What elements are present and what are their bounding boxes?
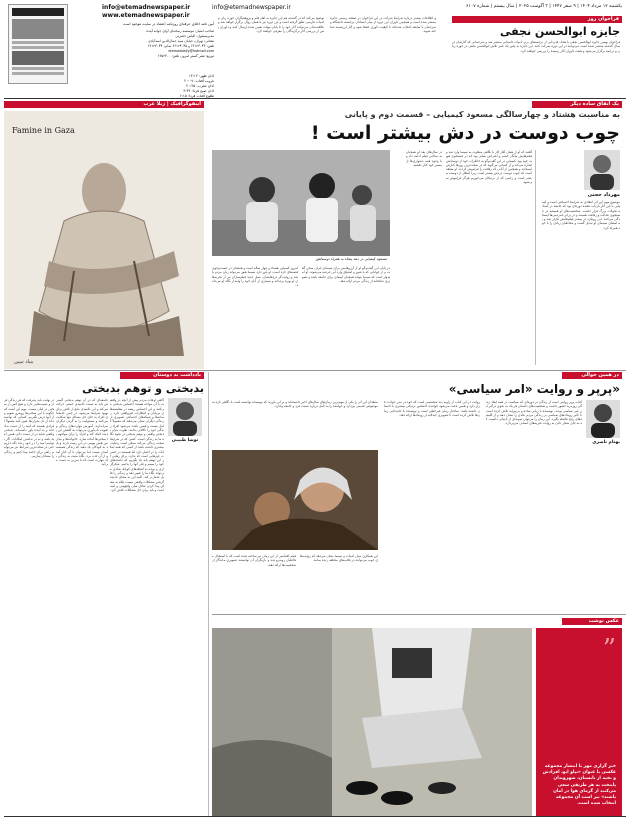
- main-feature-section: یک اتفاق ساده دیگر: [532, 101, 622, 108]
- historic-photo: [212, 150, 390, 262]
- cartoon-title: Famine in Gaza: [12, 126, 75, 135]
- top-story-text: فراخوان نهمین جایزه ابوالحسن نجفی با هدف قدردانی از ترجمه‌های برتر ادبیات داستانی منتشر شد و مترجمانی که آثارشان در سال گذشته منتشر شده است می‌توانند در این دوره شرکت کنند. این جایزه به پاس یک عمر تلاش ابوالحسن نجفی در حوزه زبان و ترجمه برگزار می‌شود و هیئت داوران آثار رسیده را بررسی خواهند کرد.: [452, 40, 620, 53]
- column-left-section: یادداشت بد دوستان: [120, 372, 204, 379]
- masthead-email-1[interactable]: info@etemadnewspaper.ir: [102, 4, 191, 11]
- middle-author-photo: [586, 400, 620, 438]
- main-feature-headline: چوب دوست در دش بیشتر است !: [310, 122, 620, 144]
- main-feature-photo: [212, 150, 390, 262]
- info-lines: [86, 29, 214, 59]
- author-photo: [584, 150, 620, 190]
- middle-feature-text: این همکاری میان ادبیات و سینما نشان می‌دهد که روایت‌های خوب می‌توانند در قالب‌های مختلف زنده بمانند.: [300, 554, 378, 563]
- main-feature-text: در سال‌های بعد او همچنان به ساختن فیلم ادامه داد و با وجود همه دشواری‌ها از مسیر خود کنار نکشید.: [406, 150, 442, 167]
- column-divider: [208, 372, 209, 816]
- section-divider: [212, 614, 626, 615]
- info-line: etemaddaily@hotmail.com: [168, 49, 214, 53]
- cartoon-signature: بنیاد تبیین: [14, 359, 34, 365]
- column-left-headline: بدبختی و توهم بدبختی: [82, 382, 204, 395]
- masthead-column-text: و اطلاعات بیشتر درباره شرایط شرکت در این فراخوان در صفحه رسمی جایزه منتشر شده است و همچنین داوران این دوره از میان استادان برجسته دانشگاه و مترجمان با سابقه انتخاب شده‌اند تا کیفیت داوری حفظ شود و آثار ارزشمند شناخته شوند.: [330, 16, 436, 33]
- prayer-times: [86, 74, 214, 99]
- column-left-text: جامعه‌ای که در آن توهم بدبختی گسترش یابد به سمت ناامیدی جمعی حرکت می‌کند و این ناامیدی مانع از تلاش برای بهبود شرایط می‌شود. در چنین جامعه‌ای افراد به جای حل مسائل تنها شکایت می‌کنند و مسئولیت را به گردن دیگران می‌اندازند. آموزش مهارت‌های زندگی و تقویت تاب‌آوری می‌تواند به کاهش این پدیده کمک کند و افراد را برای مواجهه با سختی‌ها آماده سازد. خانواده‌ها و مدارس نقش مهمی در این زمینه دارند و باید به کودکان یاد دهند که زندگی همیشه آسان نیست اما می‌توان با آن کنار آمد و از آن لذت برد. نگاه مثبت به زندگی یک مهارت است که با تمرین به دست می‌آید.: [56, 398, 108, 467]
- embrace-photo: [212, 450, 378, 550]
- photo-caption: مسعود کیمیایی در دهه پنجاه به همراه دوستانش: [212, 256, 390, 262]
- column-left-text: در نهایت باید پذیرفت که هر زندگی فراز و نشیب‌هایی دارد و هیچ کس از سختی در امان نیست. مهم این است که چگونه با این سختی‌ها روبه‌رو شویم و از آنها درس بگیریم. کسانی که توانسته‌اند از دل بحران‌ها عبور کنند معمولاً افرادی هستند که امید را از دست نداده‌اند و به آینده باور داشته‌اند. بدبختی واقعی شاید در از دست دادن همین امید باشد و نه در نداشتن امکانات. اگر بتوانیم امید را در خود زنده نگه داریم حتی در سخت‌ترین شرایط نیز می‌توانیم راهی برای ادامه پیدا کنیم و زندگی را معنادار سازیم.: [4, 398, 54, 458]
- street-photo: [212, 628, 532, 816]
- publisher-note: آیین نامه اخلاق حرفه‌ای روزنامه اعتماد در سایت موجود است: [123, 22, 214, 26]
- prayer-time: اذان صبح فردا: ۴:۴۹: [183, 89, 214, 93]
- column-left-author: نوشا طبیبی: [171, 438, 199, 443]
- photo-story-caption: خبر گزاری مهر با انتشار مجموعه عکسی با عنوان «تپاو ابو، افرادش و نخبه از تابستان، شهروندان پایتخت به هر طریقی سعی می‌کنند از گرمای هوا در امان باشند» نیز است آن مجموعه انتخاب شده است.: [542, 764, 616, 807]
- info-line: صاحب امتیاز: موسسه رسانه‌ای آوای جوانه آینده: [146, 29, 214, 33]
- quote-icon: ”: [602, 634, 616, 664]
- middle-feature-text: کتاب پرپر روایتی است از زندگی در دوره‌ای که سیاست در همه ابعاد زندگی روزمره حضور داشت و شخصیت‌های داستان هر یک به نحوی درگیر این امر سیاسی بودند. نویسنده با زبانی ساده و بی‌پیرایه تلاش کرده است تا تأثیر رویدادهای سیاسی بر زندگی مردم عادی را نشان دهد و از کلیشه‌های رایج فاصله بگیرد. این رمان را می‌توان نمونه‌ای از ادبیاتی دانست که به جای شعار دادن به روایت تجربه‌های انسانی می‌پردازد.: [486, 400, 582, 426]
- middle-feature-photo: [212, 450, 378, 550]
- info-line: تلفن: ۶۶۱۲۳۰۴۳ و ۶۶۱۲۳۰۴۵ نمابر: ۶۶۱۲۳۰۴۴: [147, 44, 214, 48]
- middle-feature-section: در همین حوالی: [562, 372, 622, 379]
- column-divider: [535, 150, 536, 365]
- middle-feature-text: منتقدان این اثر را یکی از مهم‌ترین رمان‌های سال‌های اخیر دانسته‌اند و بر این باورند که نویسنده توانسته است با نگاهی تازه به موضوعی قدیمی بپردازد و خواننده را به تأمل درباره نسبت فرد و جامعه وادارد.: [212, 400, 378, 409]
- prayer-time: طلوع آفتاب فردا: ۶:۱۵: [179, 94, 214, 98]
- top-story-headline: جایزه ابوالحسن نجفی: [499, 25, 620, 38]
- column-left-text: گاهی اوقات مردم بیش از آنچه در واقعیت با آن مواجه هستند احساس بدبختی می‌کنند و این احساس ریشه در مقایسه‌های بی‌پایان و انتظارات غیرواقعی دارد. رسانه‌ها و شبکه‌های اجتماعی تصویری از زندگی دیگران نشان می‌دهند که معمولاً کامل نیست و همین باعث می‌شود افراد زندگی خود را ناکافی بدانند. تفاوت میان بدبختی واقعی و توهم بدبختی در نحوه نگاه ما به زندگی است. کسی که در شرایط سخت زندگی می‌کند ممکن است رضایت بیشتری داشته باشد از کسی که همه امکانات را در اختیار دارد اما همیشه در حسرت چیزهایی است که ندارد. برای رهایی از این توهم باید یاد بگیریم که داشته‌های خود را ببینیم و قدر آنها را بدانیم. شکرگزاری و توجه به لحظه‌های کوچک شادی می‌تواند نگاه ما را تغییر دهد و زندگی را قابل تحمل‌تر کند. البته این به معنای نادیده گرفتن مشکلات واقعی نیست بلکه به معنای پیدا کردن تعادل میان واقع‌بینی و امید است و باید برای حل مشکلات تلاش کرد.: [110, 398, 164, 493]
- column-left-author-photo: [168, 398, 202, 436]
- top-story-section: فراخوان روز: [452, 16, 622, 23]
- info-line: مدیرمسئول: الیاس حضرتی: [175, 34, 214, 38]
- main-feature-author: مهرداد حجتی: [587, 192, 620, 198]
- prayer-time: اذان مغرب: ۲۰:۲۵: [186, 84, 214, 88]
- cartoon-section-label: اینفوگرافیک | ژیلا غرب: [4, 101, 204, 108]
- bottom-rule: [4, 816, 626, 817]
- middle-feature-headline: «پرپر و روایت «امر سیاسی»: [448, 382, 620, 396]
- section-divider: [4, 370, 626, 371]
- middle-feature-text: روایت در این کتاب از زاویه دید شخصیتی است که خود در متن حوادث قرار دارد و همین باعث می‌شود خواننده احساس نزدیکی بیشتری با داستان داشته باشد. ساختار رمان غیرخطی است و نویسنده با جابه‌جایی زمان‌ها تلاش کرده است تا تصویری چندلایه از رویدادها ارائه دهد.: [384, 400, 480, 417]
- main-feature-text: گفتند که او از همان آغاز کار با نگاهی متفاوت به سینما وارد شد و فیلم‌هایش بیانگر خشم و اعتراض نسلی بود که در جستجوی هویت خود بود. کیمیایی در این گفت‌وگو به خاطرات خود از دوستانش اشاره می‌کند و از کسانی می‌گوید که در سخت‌ترین روزها کنارش ایستادند و همچنین از آنانی که رفاقت را فراموش کردند. او معتقد است که چوب دوست دردش بیشتر است زیرا انتظار از دوست بیشتر است و زخمی که از نزدیکان می‌خوریم هرگز فراموش نمی‌شود.: [446, 150, 532, 185]
- main-feature-text: در پایان این گفت‌وگو او از آرزوهایش برای سینمای ایران سخن گفت و از جوانانی که با شور و اشتیاق وارد این عرصه می‌شوند. او امیدوار است که سینما بتواند همچنان آیینه‌ای برای جامعه باشد و تصویری صادقانه از زندگی مردم ارائه دهد.: [302, 266, 390, 283]
- cartoon-image: [4, 111, 204, 369]
- cartoon-drawing: [4, 111, 204, 369]
- main-feature-text: امروز کیمیایی هشتاد و چهار ساله است و همچنان در جست‌وجوی قصه‌های تازه است. او باور دارد سینما هنوز می‌تواند زبان مردم باشد و روایت‌گر دردهایشان. نسل جدید فیلم‌سازان نیز از تجربه‌های او بهره برده‌اند و بسیاری از آنان خود را وامدار نگاه او می‌دانند.: [212, 266, 298, 288]
- prayer-time: غروب آفتاب: ۲۰:۰۷: [184, 79, 214, 83]
- info-line: نشانی: تهران، خیابان سید جمال‌الدین اسدآبادی: [148, 39, 214, 43]
- main-feature-kicker: به مناسبت هشتاد و چهارسالگی مسعود کیمیایی – قسمت دوم و پایانی: [344, 110, 620, 119]
- prayer-time: اذان ظهر: ۱۳:۱۲: [188, 74, 214, 78]
- middle-feature-text: فیلم اقتباسی از این رمان نیز ساخته شده است که با استقبال مخاطبان روبه‌رو شد و بازیگران آن توانستند تصویری ماندگار از شخصیت‌ها ارائه دهند.: [212, 554, 296, 567]
- info-line: توزیع: نشر گستر امروز، تلفن: ۶۶۵۲۳۰۰: [157, 54, 214, 58]
- date-line: یکشنبه ۱۲ مرداد ۱۴۰۴ | ۹ صفر ۱۴۴۷ | ۳ آگوست ۲۰۲۵ | سال بیستم | شماره ۶۱۰۷: [466, 4, 622, 9]
- masthead-website[interactable]: www.etemadnewspaper.ir: [102, 12, 190, 19]
- masthead-email-2[interactable]: info@etemadnewspaper.ir: [212, 4, 291, 11]
- photo-story-caption-box: [536, 628, 622, 816]
- masthead-column-text: توضیح می‌کند که در گذشته هم این جایزه به اهل قلم و پژوهشگران حوزه زبان و ادبیات فارسی تعلق گرفته است و این دوره نیز با همان روال برگزار خواهد شد و علاقه‌مندان می‌توانند آثار خود را تا پایان مهلت تعیین شده ارسال کنند و داوران پس از بررسی آثار برگزیدگان را معرفی خواهند کرد.: [218, 16, 324, 33]
- author-portrait: [168, 398, 202, 436]
- middle-feature-author: بهنام ناصری: [592, 440, 620, 445]
- author-portrait: [584, 150, 620, 190]
- photo-story-section: عکس نوشت: [562, 618, 622, 625]
- masthead-divider: [4, 98, 626, 99]
- photo-story-image: [212, 628, 532, 816]
- main-feature-text: موضوع مهم این اثر انتقادی به شرایط اجتماعی است و کیمیایی با این آثار بازتاب دهنده دوره‌ای بود که جامعه در آستانه تحولات بزرگ قرار داشت. شخصیت‌های او همیشه در جستجوی عدالت و رفاقت هستند و در برابر نامردمی‌ها ایستادگی می‌کنند. این رویکرد در بیشتر فیلم‌هایش تکرار شد و به امضای سینمای او تبدیل گشت و مخاطبان زیادی را با خود همراه کرد.: [542, 200, 620, 230]
- newspaper-thumbnail: [8, 4, 68, 84]
- author-portrait: [586, 400, 620, 438]
